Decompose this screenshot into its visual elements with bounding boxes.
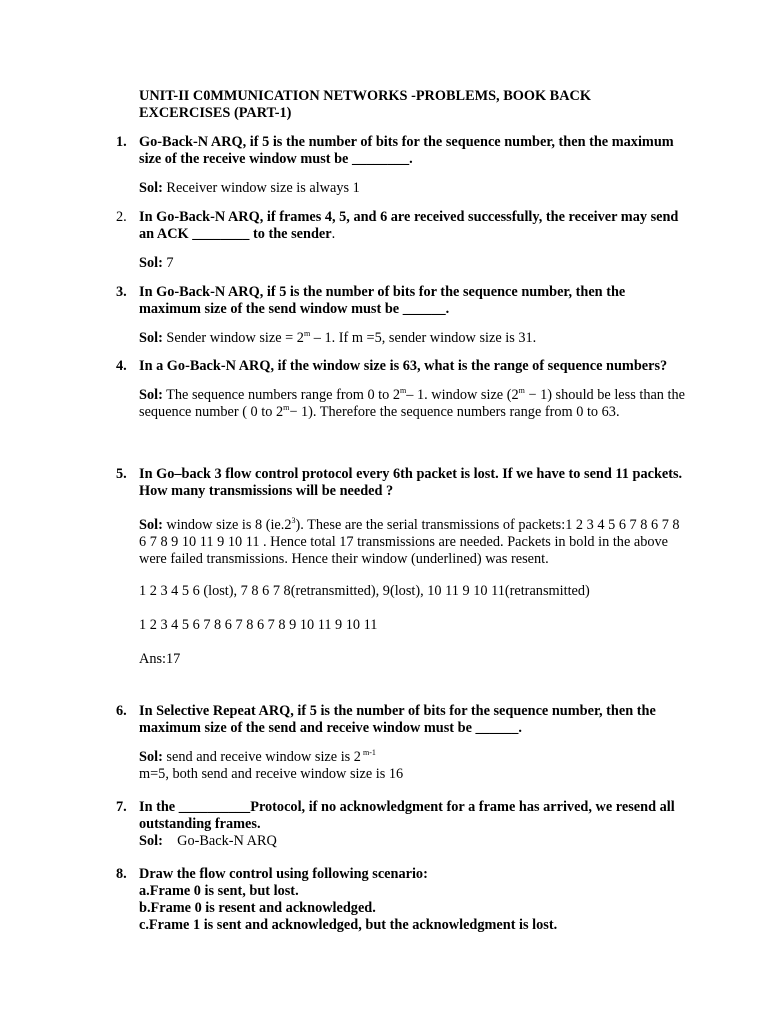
solution-text-cont: – 1. If m =5, sender window size is 31. — [310, 330, 537, 346]
solution — [139, 180, 686, 197]
question-text: Draw the flow control using following scenario: — [139, 866, 428, 882]
solution-text-cont: − 1). Therefore the sequence numbers range from 0 to 63. — [289, 404, 620, 420]
question-number: 3. — [116, 284, 127, 300]
question-text: In Go–back 3 flow control protocol every 6th packet is lost. If we have to send 11 packets. How many transmissions will be needed ? — [139, 466, 683, 499]
scenario-item: c.Frame 1 is sent and acknowledged, but the acknowledgment is lost. — [139, 917, 558, 933]
question-1 — [116, 134, 686, 197]
question-3 — [116, 284, 686, 347]
superscript: m — [400, 386, 407, 396]
solution-text: Receiver window size is always 1 — [166, 180, 360, 196]
question-number: 8. — [116, 866, 127, 882]
question-text — [139, 209, 686, 243]
question-8 — [116, 866, 686, 934]
solution-text-cont: – 1. window size (2 — [406, 387, 519, 403]
solution-line-2: m=5, both send and receive window size is 16 — [139, 766, 404, 782]
superscript: m — [283, 403, 290, 413]
question-2 — [116, 209, 686, 272]
transmission-list: 1 2 3 4 5 6 7 8 6 7 8 6 7 8 9 10 11 9 10 11 — [139, 617, 378, 633]
solution — [139, 330, 686, 347]
question-number: 1. — [116, 134, 127, 150]
superscript: m — [303, 329, 311, 339]
solution-label: Sol: — [139, 255, 163, 271]
solution-text-cont: ). These are the serial transmissions of packets:1 2 3 4 5 6 7 8 6 7 8 6 7 8 9 10 11 9 10 11 . Hence total 17 transmissions are needed. Packets in bold in the above were failed transmissions. Hence their window (underlined) was resent. — [139, 517, 680, 567]
question-text: In Go-Back-N ARQ, if 5 is the number of bits for the sequence number, then the maximum size of the send window must be ______. — [139, 284, 626, 317]
solution-label: Sol: — [139, 833, 163, 849]
solution — [139, 255, 686, 272]
question-text-period: . — [331, 226, 336, 242]
solution-text: Sender window size = 2 — [166, 330, 304, 346]
answer: Ans:17 — [139, 651, 181, 667]
question-number: 2. — [116, 209, 127, 225]
scenario-item: b.Frame 0 is resent and acknowledged. — [139, 900, 376, 916]
question-4 — [116, 358, 686, 421]
question-text: In Selective Repeat ARQ, if 5 is the number of bits for the sequence number, then the maximum size of the send and receive window must be ______. — [139, 703, 656, 736]
superscript: m — [518, 386, 525, 396]
solution-text: 7 — [166, 255, 174, 271]
solution-label: Sol: — [139, 517, 163, 533]
solution-text: window size is 8 (ie.2 — [166, 517, 292, 533]
solution — [139, 749, 686, 783]
solution — [139, 517, 686, 568]
solution-label: Sol: — [139, 180, 163, 196]
transmission-sequence: 1 2 3 4 5 6 (lost), 7 8 6 7 8(retransmitted), 9(lost), 10 11 9 10 11(retransmitted) — [139, 583, 590, 599]
solution-text: The sequence numbers range from 0 to 2 — [166, 387, 401, 403]
question-6 — [116, 703, 686, 783]
solution-text: send and receive window size is 2 — [166, 749, 361, 765]
question-7 — [116, 799, 686, 850]
scenario-item: a.Frame 0 is sent, but lost. — [139, 883, 299, 899]
solution-label: Sol: — [139, 749, 163, 765]
question-5 — [116, 466, 686, 668]
question-text-bold: In Go-Back-N ARQ, if frames 4, 5, and 6 are received successfully, the receiver may send an ACK ________ to the sender — [139, 209, 679, 242]
solution-label: Sol: — [139, 387, 163, 403]
question-number: 6. — [116, 703, 127, 719]
superscript: m-1 — [360, 748, 376, 758]
superscript: 3 — [291, 516, 296, 526]
question-number: 5. — [116, 466, 127, 482]
solution-label: Sol: — [139, 330, 163, 346]
solution — [139, 833, 686, 850]
question-number: 4. — [116, 358, 127, 374]
question-text: Go-Back-N ARQ, if 5 is the number of bits for the sequence number, then the maximum size of the receive window must be ________. — [139, 134, 674, 167]
solution — [139, 387, 686, 421]
solution-text-cont: − 1) should be less than the sequence number ( 0 to 2 — [139, 387, 686, 420]
question-text: In the __________Protocol, if no acknowledgment for a frame has arrived, we resend all outstanding frames. — [139, 799, 675, 832]
document-title: UNIT-II C0MMUNICATION NETWORKS -PROBLEMS, BOOK BACK EXCERCISES (PART-1) — [139, 88, 591, 121]
question-number: 7. — [116, 799, 127, 815]
solution-text: Go-Back-N ARQ — [166, 833, 277, 849]
question-text: In a Go-Back-N ARQ, if the window size is 63, what is the range of sequence numbers? — [139, 358, 668, 374]
